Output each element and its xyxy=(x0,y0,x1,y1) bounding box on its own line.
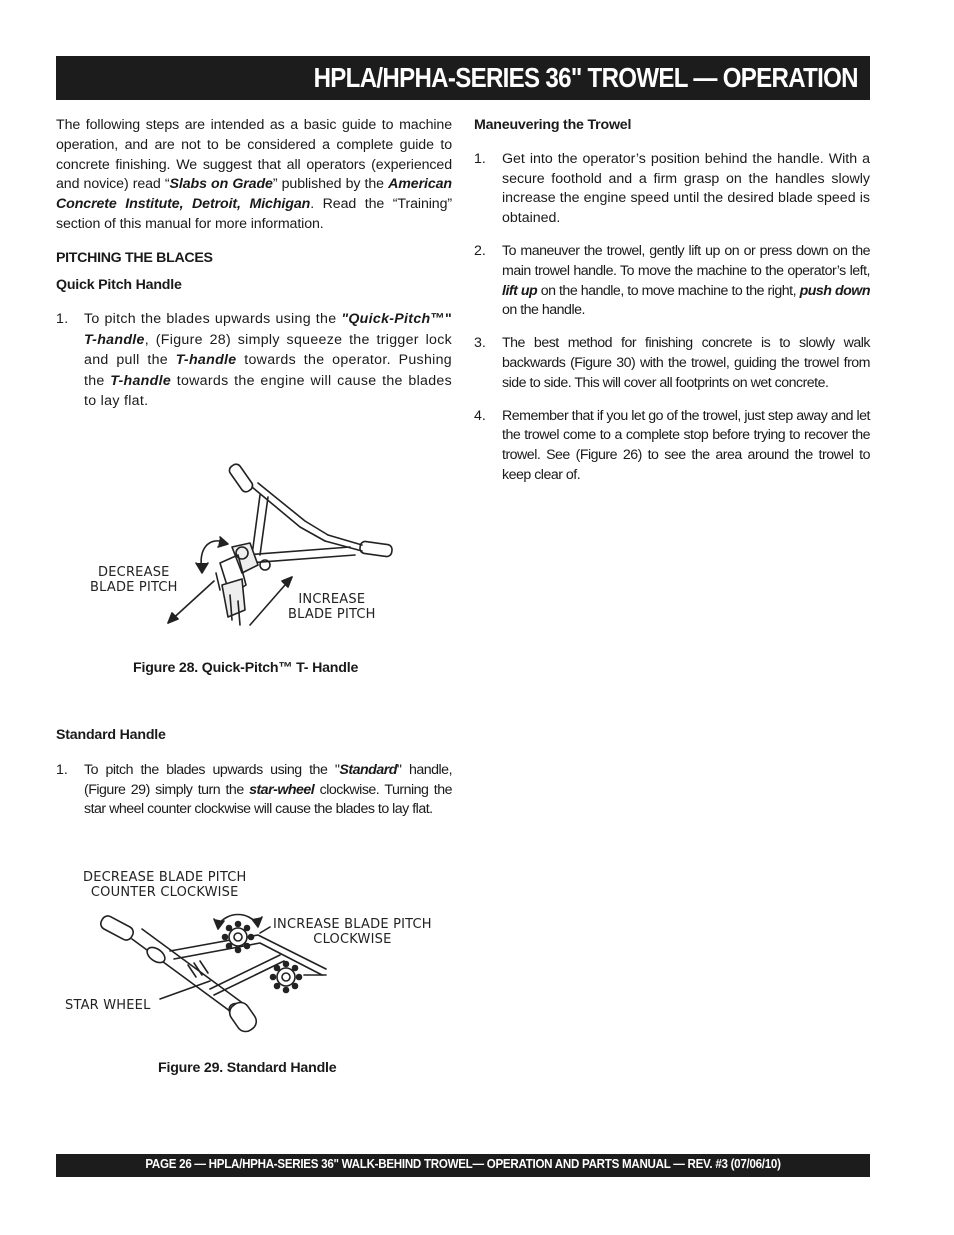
step-text: Get into the operator’s position behind the handle. With a secure foothold and a firm grasp on the handles slowly increase the engine speed until the desired blade speed is obtained. xyxy=(502,150,870,227)
step-text: clockwise. Turning the star wheel counter clockwise will cause the blades to lay flat. xyxy=(84,781,452,818)
lift-up-term: lift up xyxy=(502,282,538,299)
figure-29-caption: Figure 29. Standard Handle xyxy=(158,1060,337,1076)
step-number: 2. xyxy=(474,242,486,259)
intro-text-2: ” published by the xyxy=(272,176,389,193)
step-number: 4. xyxy=(474,407,486,424)
step-number: 1. xyxy=(56,761,68,778)
intro-title-ref: Slabs on Grade xyxy=(169,176,273,193)
t-handle-term: T-handle xyxy=(110,372,172,389)
label-line: BLADE PITCH xyxy=(90,580,178,595)
step-text: To pitch the blades upwards using the " xyxy=(84,761,340,778)
figure-28-caption: Figure 28. Quick-Pitch™ T- Handle xyxy=(133,660,359,676)
quick-pitch-step-1 xyxy=(56,309,452,411)
left-column xyxy=(56,116,452,411)
step-text: Remember that if you let go of the trowel, just step away and let the trowel come to a complete stop before trying to recover the trowel. See (Figure 26) to see the area around the trowel to keep clear of. xyxy=(502,407,870,483)
t-handle-term: T-handle xyxy=(175,352,237,369)
step-text: towards the operator. Pushing the xyxy=(84,352,452,389)
pitching-heading: PITCHING THE BLACES xyxy=(56,249,213,266)
label-line: INCREASE BLADE PITCH xyxy=(273,917,432,932)
intro-publisher: American Concrete Institute, Detroit, Michigan xyxy=(56,176,453,213)
star-wheel-term: star-wheel xyxy=(249,781,315,798)
step-text: on the handle, to move machine to the right, xyxy=(537,282,800,299)
label-line: DECREASE BLADE PITCH xyxy=(83,870,247,885)
quick-pitch-heading: Quick Pitch Handle xyxy=(56,276,182,293)
step-number: 1. xyxy=(474,150,486,167)
step-text: on the handle. xyxy=(502,302,585,319)
step-text: To pitch the blades upwards using the xyxy=(84,311,342,328)
page-title: HPLA/HPHA-SERIES 36" TROWEL — OPERATION xyxy=(313,62,858,93)
intro-paragraph xyxy=(56,116,452,235)
trademark-mark: ™" xyxy=(430,311,452,328)
t-handle-term: T-handle xyxy=(84,331,145,348)
step-number: 1. xyxy=(56,311,69,328)
intro-text-3: . Read the “Training” section of this manual for more information. xyxy=(56,196,452,232)
maneuvering-step-4 xyxy=(474,407,870,486)
label-line: COUNTER CLOCKWISE xyxy=(90,885,239,900)
page-header-bar xyxy=(56,56,870,100)
label-line: BLADE PITCH xyxy=(288,607,376,622)
intro-text-1: The following steps are intended as a basic guide to machine operation, and are not to be considered a complete guide to concrete finishing. We suggest that all operators (experienced and novice) read “ xyxy=(56,117,452,193)
maneuvering-step-2 xyxy=(474,242,870,321)
quick-pitch-term: "Quick-Pitch xyxy=(341,311,431,328)
fig29-decrease-label xyxy=(83,870,246,900)
right-column xyxy=(474,116,870,486)
fig28-decrease-label xyxy=(90,565,178,595)
fig29-star-wheel-label: STAR WHEEL xyxy=(65,998,151,1013)
standard-handle-step-1 xyxy=(56,761,452,820)
page-footer-bar xyxy=(56,1154,870,1177)
maneuvering-heading: Maneuvering the Trowel xyxy=(474,117,632,133)
step-text: , (Figure 28) simply squeeze the trigger lock and pull the xyxy=(84,331,452,369)
maneuvering-step-1 xyxy=(474,150,870,229)
label-line: DECREASE xyxy=(98,565,170,580)
maneuvering-step-3 xyxy=(474,334,870,393)
step-text: towards the engine will cause the blades to lay flat. xyxy=(84,372,452,409)
push-down-term: push down xyxy=(799,282,871,299)
step-text: To maneuver the trowel, gently lift up on or press down on the main trowel handle. To move the machine to the operator’s left, xyxy=(502,242,870,279)
standard-handle-heading: Standard Handle xyxy=(56,727,166,743)
fig28-increase-label xyxy=(288,592,376,622)
footer-text: PAGE 26 — HPLA/HPHA-SERIES 36" WALK-BEHIND TROWEL— OPERATION AND PARTS MANUAL — REV. #3 (07/06/10) xyxy=(145,1157,781,1171)
step-text: " handle, (Figure 29) simply turn the xyxy=(84,761,453,798)
fig29-increase-label xyxy=(273,917,432,947)
standard-handle-section xyxy=(56,726,452,820)
standard-term: Standard xyxy=(339,761,397,778)
step-text: The best method for finishing concrete is to slowly walk backwards (Figure 30) with the trowel, guiding the trowel from side to side. This will cover all footprints on wet concrete. xyxy=(502,335,870,391)
step-number: 3. xyxy=(474,335,486,352)
label-line: INCREASE xyxy=(298,592,366,607)
label-line: CLOCKWISE xyxy=(313,932,392,947)
